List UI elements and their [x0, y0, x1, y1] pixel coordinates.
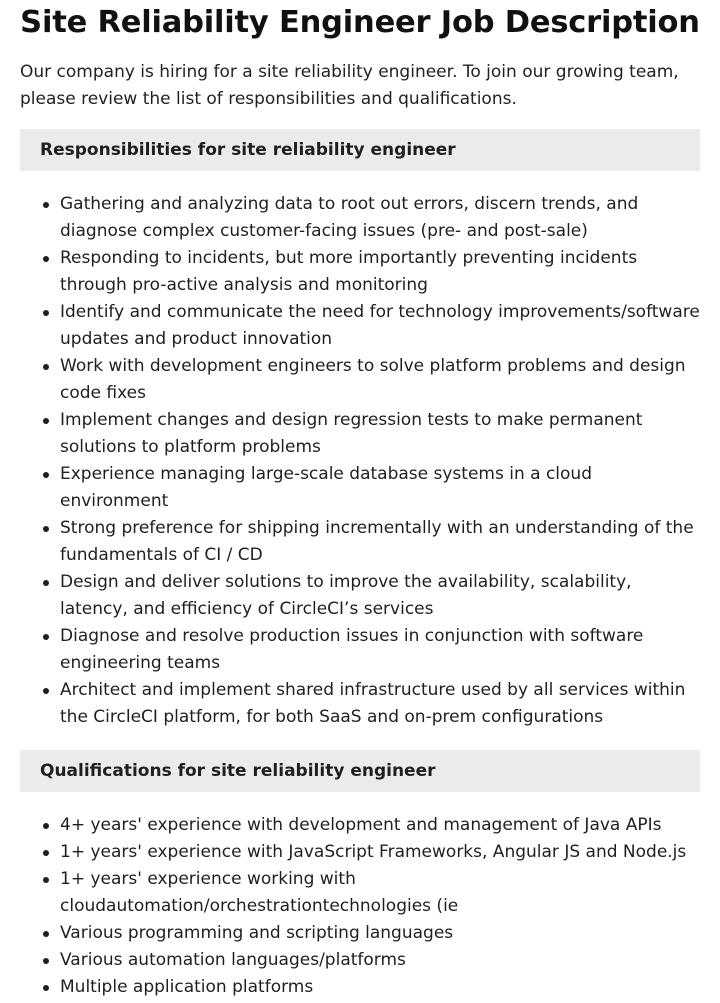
- responsibility-item: Design and deliver solutions to improve the availability, scalability, latency, and efficiency of CircleCI’s services: [60, 569, 700, 623]
- responsibility-item: Responding to incidents, but more importantly preventing incidents through pro-active analysis and monitoring: [60, 245, 700, 299]
- responsibility-item: Implement changes and design regression tests to make permanent solutions to platform problems: [60, 407, 700, 461]
- responsibility-item: Strong preference for shipping incrementally with an understanding of the fundamentals of CI / CD: [60, 515, 700, 569]
- qualification-item: Various automation languages/platforms: [60, 947, 700, 974]
- qualification-item: 4+ years' experience with development and management of Java APIs: [60, 812, 700, 839]
- responsibilities-list: [20, 191, 700, 731]
- qualification-item: 1+ years' experience with JavaScript Frameworks, Angular JS and Node.js: [60, 839, 700, 866]
- responsibility-item: Identify and communicate the need for technology improvements/software updates and product innovation: [60, 299, 700, 353]
- qualification-item: Various programming and scripting languages: [60, 920, 700, 947]
- responsibility-item: Diagnose and resolve production issues in conjunction with software engineering teams: [60, 623, 700, 677]
- qualifications-list: [20, 812, 700, 1001]
- responsibility-item: Work with development engineers to solve platform problems and design code fixes: [60, 353, 700, 407]
- responsibility-item: Gathering and analyzing data to root out errors, discern trends, and diagnose complex customer-facing issues (pre- and post-sale): [60, 191, 700, 245]
- qualification-item: Multiple application platforms: [60, 974, 700, 1001]
- page-title: Site Reliability Engineer Job Description: [20, 5, 700, 40]
- qualification-item: 1+ years' experience working with cloudautomation/orchestrationtechnologies (ie: [60, 866, 700, 920]
- qualifications-heading: Qualifications for site reliability engineer: [20, 750, 700, 792]
- responsibility-item: Experience managing large-scale database systems in a cloud environment: [60, 461, 700, 515]
- responsibilities-heading: Responsibilities for site reliability engineer: [20, 129, 700, 171]
- intro-paragraph: Our company is hiring for a site reliability engineer. To join our growing team, please review the list of responsibilities and qualifications.: [20, 62, 679, 109]
- responsibility-item: Architect and implement shared infrastructure used by all services within the CircleCI platform, for both SaaS and on-prem configurations: [60, 677, 700, 731]
